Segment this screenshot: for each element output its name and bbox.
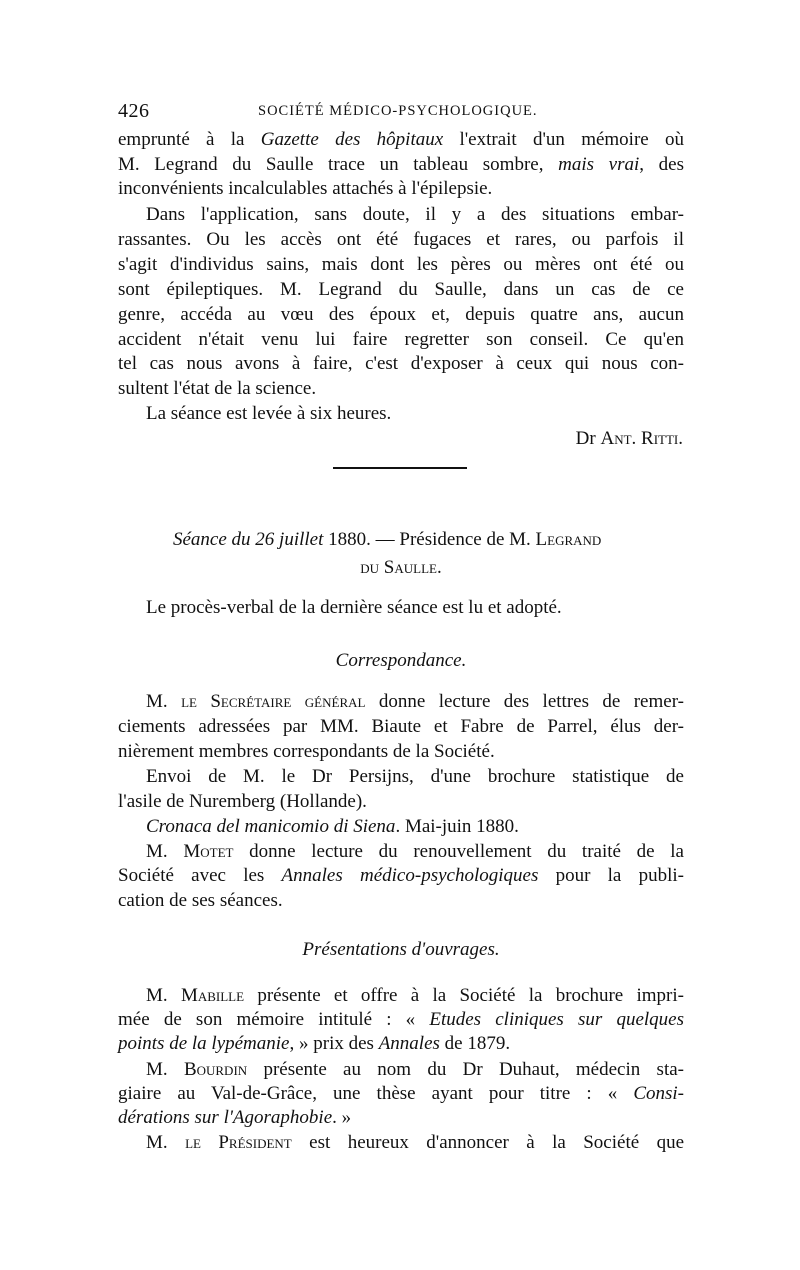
page-number: 426	[118, 100, 150, 122]
text-line: tel cas nous avons à faire, c'est d'exposer à ceux qui nous con-	[118, 353, 684, 374]
text-line: accident n'était venu lui faire regretter son conseil. Ce qu'en	[118, 329, 684, 350]
text-line: M. Motet donne lecture du renouvellement du traité de la	[146, 841, 684, 862]
closing-line: La séance est levée à six heures.	[146, 403, 392, 424]
minutes-line: Le procès-verbal de la dernière séance est lu et adopté.	[146, 597, 562, 618]
text-line: genre, accéda au vœu des époux et, depuis quatre ans, aucun	[118, 304, 684, 325]
text-line: M. le Secrétaire général donne lecture des lettres de remer-	[146, 691, 684, 712]
text-line: Envoi de M. le Dr Persijns, d'une brochure statistique de	[146, 766, 684, 787]
section-divider	[333, 467, 467, 469]
running-header	[118, 100, 684, 124]
session-heading: Séance du 26 juillet 1880. — Présidence de M. Legrand	[173, 529, 602, 550]
text-line: sultent l'état de la science.	[118, 378, 317, 399]
text-line: rassantes. Ou les accès ont été fugaces et rares, ou parfois il	[118, 229, 684, 250]
text-line: Société avec les Annales médico-psychologiques pour la publi-	[118, 865, 684, 886]
text-line: M. le Président est heureux d'annoncer à la Société que	[146, 1132, 684, 1153]
text-line: cation de ses séances.	[118, 890, 283, 911]
section-heading: Correspondance.	[335, 650, 467, 671]
section-heading: Présentations d'ouvrages.	[302, 939, 500, 960]
session-heading-cont: du Saulle.	[360, 557, 442, 578]
text-line: Dans l'application, sans doute, il y a des situations embar-	[146, 204, 684, 225]
text-line: Cronaca del manicomio di Siena. Mai-juin 1880.	[146, 816, 519, 837]
text-line: points de la lypémanie, » prix des Annales de 1879.	[118, 1033, 511, 1054]
text-line: mée de son mémoire intitulé : « Etudes cliniques sur quelques	[118, 1009, 685, 1030]
text-line: ciements adressées par MM. Biaute et Fabre de Parrel, élus der-	[118, 716, 684, 737]
text-line: l'asile de Nuremberg (Hollande).	[118, 791, 367, 812]
text-line: M. Mabille présente et offre à la Société la brochure impri-	[146, 985, 684, 1006]
text-line: M. Bourdin présente au nom du Dr Duhaut, médecin sta-	[146, 1059, 684, 1080]
text-line: s'agit d'individus sains, mais dont les pères ou mères ont été ou	[118, 254, 684, 275]
signature: Dr Ant. Ritti.	[575, 428, 683, 449]
text-line: M. Legrand du Saulle trace un tableau sombre, mais vrai, des	[118, 154, 684, 175]
text-line: dérations sur l'Agoraphobie. »	[118, 1107, 352, 1128]
running-title: SOCIÉTÉ MÉDICO-PSYCHOLOGIQUE.	[258, 103, 538, 119]
text-line: inconvénients incalculables attachés à l'épilepsie.	[118, 178, 493, 199]
text-line: giaire au Val-de-Grâce, une thèse ayant pour titre : « Consi-	[118, 1083, 684, 1104]
text-line: nièrement membres correspondants de la Société.	[118, 741, 495, 762]
text-line: emprunté à la Gazette des hôpitaux l'extrait d'un mémoire où	[118, 129, 685, 150]
text-line: sont épileptiques. M. Legrand du Saulle, dans un cas de ce	[118, 279, 684, 300]
